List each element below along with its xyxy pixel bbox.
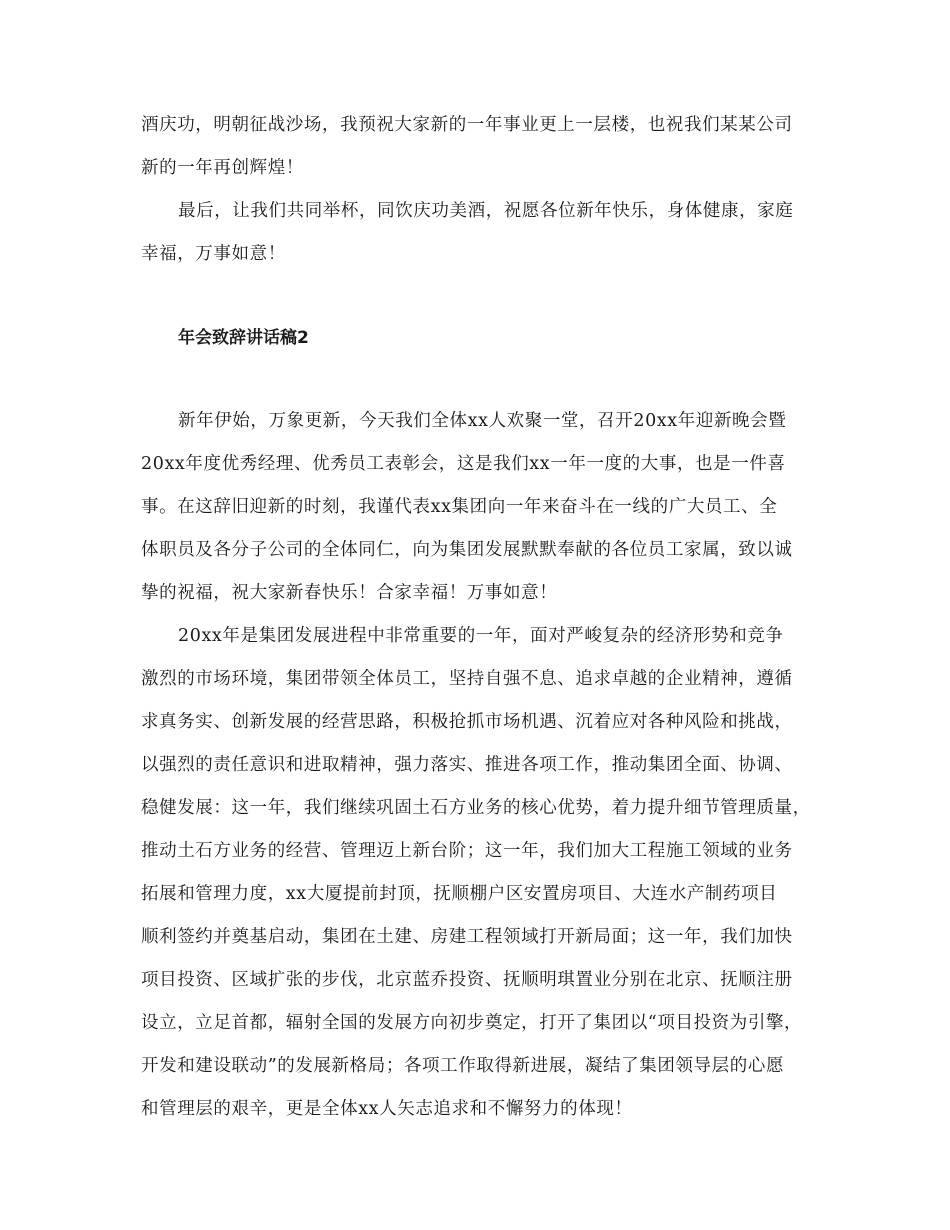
text-line: 新的一年再创辉煌！ <box>141 158 304 178</box>
text-line: 新年伊始，万象更新，今天我们全体xx人欢聚一堂，召开20xx年迎新晚会暨 <box>178 411 787 431</box>
text-line: 求真务实、创新发展的经营思路，积极抢抓市场机遇、沉着应对各种风险和挑战， <box>141 712 793 732</box>
text-line: 以强烈的责任意识和进取精神，强力落实、推进各项工作，推动集团全面、协调、 <box>141 755 793 775</box>
text-line: 拓展和管理力度，xx大厦提前封顶，抚顺棚户区安置房项目、大连水产制药项目 <box>141 884 778 904</box>
text-line: 挚的祝福，祝大家新春快乐！合家幸福！万事如意！ <box>141 583 558 603</box>
text-line: 事。在这辞旧迎新的时刻，我谨代表xx集团向一年来奋斗在一线的广大员工、全 <box>141 497 778 517</box>
text-line: 体职员及各分子公司的全体同仁，向为集团发展默默奉献的各位员工家属，致以诚 <box>141 540 793 560</box>
text-line: 开发和建设联动”的发展新格局；各项工作取得新进展，凝结了集团领导层的心愿 <box>141 1056 785 1076</box>
text-line: 项目投资、区域扩张的步伐，北京蓝乔投资、抚顺明琪置业分别在北京、抚顺注册 <box>141 970 793 990</box>
text-line: 最后，让我们共同举杯，同饮庆功美酒，祝愿各位新年快乐，身体健康，家庭 <box>178 201 794 221</box>
text-line: 激烈的市场环境，集团带领全体员工，坚持自强不息、追求卓越的企业精神，遵循 <box>141 669 793 689</box>
text-line: 设立，立足首都，辐射全国的发展方向初步奠定，打开了集团以“项目投资为引擎， <box>141 1013 803 1033</box>
text-line: 顺利签约并奠基启动，集团在土建、房建工程领域打开新局面；这一年，我们加快 <box>141 927 793 947</box>
section-heading: 年会致辞讲话稿2 <box>178 328 309 348</box>
text-line: 酒庆功，明朝征战沙场，我预祝大家新的一年事业更上一层楼，也祝我们某某公司 <box>141 115 793 135</box>
text-line: 稳健发展：这一年，我们继续巩固土石方业务的核心优势，着力提升细节管理质量， <box>141 798 811 818</box>
text-line: 幸福，万事如意！ <box>141 244 286 264</box>
text-line: 20xx年度优秀经理、优秀员工表彰会，这是我们xx一年一度的大事，也是一件喜 <box>141 454 786 474</box>
text-line: 20xx年是集团发展进程中非常重要的一年，面对严峻复杂的经济形势和竞争 <box>178 626 784 646</box>
text-line: 和管理层的艰辛，更是全体xx人矢志追求和不懈努力的体现！ <box>141 1099 633 1119</box>
text-line: 推动土石方业务的经营、管理迈上新台阶；这一年，我们加大工程施工领域的业务 <box>141 841 793 861</box>
